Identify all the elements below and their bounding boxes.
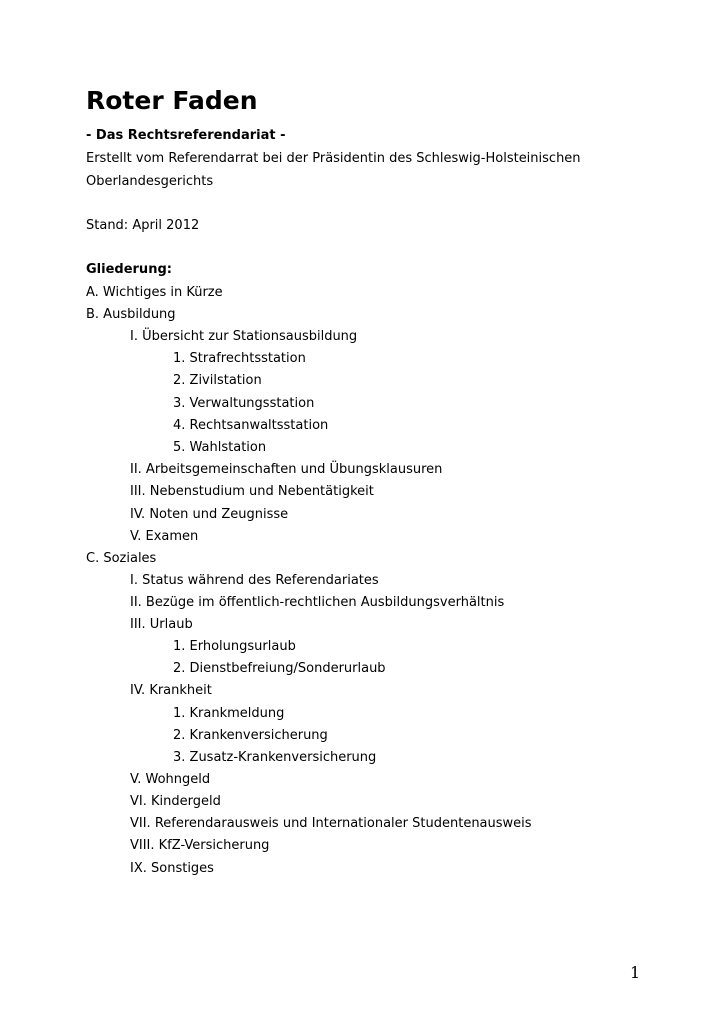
- outline-item-level-3: 2. Dienstbefreiung/Sonderurlaub: [173, 661, 386, 676]
- outline-item-level-3: 3. Zusatz-Krankenversicherung: [173, 750, 377, 765]
- outline-item-level-2: VIII. KfZ-Versicherung: [130, 838, 270, 853]
- outline-item-level-3: 4. Rechtsanwaltsstation: [173, 418, 329, 433]
- outline-item-level-1: B. Ausbildung: [86, 307, 176, 322]
- outline-item-level-2: IX. Sonstiges: [130, 861, 214, 876]
- outline-item-level-1: C. Soziales: [86, 551, 157, 566]
- document-date: Stand: April 2012: [86, 218, 200, 233]
- outline-item-level-1: A. Wichtiges in Kürze: [86, 285, 223, 300]
- outline-item-level-3: 5. Wahlstation: [173, 440, 267, 455]
- outline-item-level-2: III. Nebenstudium und Nebentätigkeit: [130, 484, 374, 499]
- outline-item-level-2: II. Arbeitsgemeinschaften und Übungsklausuren: [130, 462, 443, 477]
- document-title: Roter Faden: [86, 86, 258, 115]
- author-line: Oberlandesgerichts: [86, 174, 214, 189]
- outline-item-level-2: I. Status während des Referendariates: [130, 573, 379, 588]
- outline-item-level-2: IV. Noten und Zeugnisse: [130, 507, 289, 522]
- outline-item-level-2: I. Übersicht zur Stationsausbildung: [130, 329, 358, 344]
- outline-item-level-2: VI. Kindergeld: [130, 794, 221, 809]
- outline-item-level-3: 1. Erholungsurlaub: [173, 639, 296, 654]
- outline-item-level-2: II. Bezüge im öffentlich-rechtlichen Ausbildungsverhältnis: [130, 595, 505, 610]
- outline-item-level-3: 2. Krankenversicherung: [173, 728, 328, 743]
- outline-item-level-2: VII. Referendarausweis und Internationaler Studentenausweis: [130, 816, 532, 831]
- outline-item-level-3: 2. Zivilstation: [173, 373, 262, 388]
- page-number: 1: [630, 963, 641, 982]
- outline-item-level-3: 1. Krankmeldung: [173, 706, 285, 721]
- author-line: Erstellt vom Referendarrat bei der Präsidentin des Schleswig-Holsteinischen: [86, 151, 581, 166]
- outline-item-level-3: 3. Verwaltungsstation: [173, 396, 315, 411]
- outline-item-level-2: V. Wohngeld: [130, 772, 211, 787]
- outline-item-level-3: 1. Strafrechtsstation: [173, 351, 306, 366]
- outline-item-level-2: V. Examen: [130, 529, 199, 544]
- outline-item-level-2: III. Urlaub: [130, 617, 193, 632]
- outline-item-level-2: IV. Krankheit: [130, 683, 212, 698]
- document-subtitle: - Das Rechtsreferendariat -: [86, 128, 286, 143]
- outline-heading: Gliederung:: [86, 262, 172, 277]
